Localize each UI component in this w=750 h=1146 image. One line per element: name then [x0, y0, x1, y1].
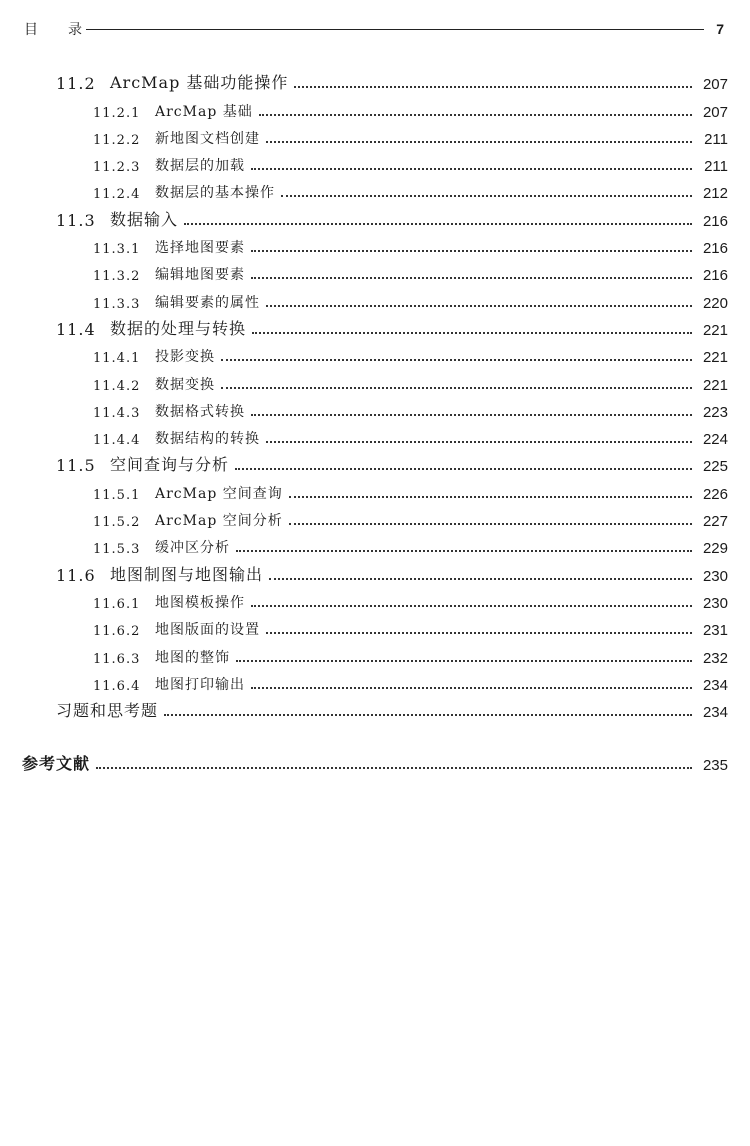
- toc-entry-page: 216: [702, 240, 728, 258]
- toc-entry-page: 221: [702, 376, 728, 394]
- toc-subsection[interactable]: [0, 230, 750, 257]
- toc-entry-number: 11.3.3: [93, 296, 141, 312]
- toc-entry-number: 11.6.3: [93, 651, 141, 667]
- toc-entry-title: 地图模板操作: [155, 594, 245, 611]
- toc-entry-number: 11.3: [56, 210, 96, 230]
- toc-entry-page: 212: [702, 185, 728, 203]
- toc-entry-number: 11.2.2: [93, 132, 141, 148]
- toc-subsection[interactable]: [0, 366, 750, 393]
- toc-entry-title: 数据层的基本操作: [155, 185, 275, 202]
- toc-subsection[interactable]: [0, 612, 750, 639]
- toc-entry-page: 234: [702, 704, 728, 722]
- toc-entry-page: 224: [702, 431, 728, 449]
- running-header: [24, 18, 724, 40]
- toc-subsection[interactable]: [0, 394, 750, 421]
- toc-entry-page: 227: [702, 513, 728, 531]
- toc-entry-title: 编辑地图要素: [155, 267, 245, 284]
- toc-subsection[interactable]: [0, 284, 750, 311]
- toc-entry-number: 11.4.4: [93, 433, 141, 449]
- toc-subsection[interactable]: [0, 175, 750, 202]
- toc-entry-page: 229: [702, 540, 728, 558]
- toc-entry-number: 11.2.4: [93, 187, 141, 203]
- toc-entry-page: 207: [702, 103, 728, 121]
- toc-subsection[interactable]: [0, 530, 750, 557]
- toc-entry-title: ArcMap 空间分析: [155, 513, 283, 530]
- toc-entry-title: 数据结构的转换: [155, 431, 260, 448]
- toc-entry-number: 11.4.2: [93, 378, 141, 394]
- toc-entry-page: 225: [702, 458, 728, 476]
- toc-entry-number: 11.6.4: [93, 678, 141, 694]
- toc-entry-number: 11.4: [56, 319, 96, 339]
- toc-entry-number: 11.5: [56, 456, 96, 476]
- dot-leader: [184, 223, 692, 225]
- toc-entry-page: 223: [702, 403, 728, 421]
- toc-entry-title: 新地图文档创建: [155, 130, 260, 147]
- toc-subsection[interactable]: [0, 121, 750, 148]
- toc-section[interactable]: [0, 312, 750, 339]
- running-title: 目 录: [24, 22, 82, 38]
- toc-subsection[interactable]: [0, 257, 750, 284]
- page-number: 7: [716, 21, 724, 37]
- toc-entry-title: 地图制图与地图输出: [110, 564, 264, 584]
- dot-leader: [96, 767, 692, 769]
- dot-leader: [251, 687, 692, 689]
- toc-entry-page: 216: [702, 212, 728, 230]
- toc-entry-title: 参考文献: [22, 754, 91, 774]
- toc-entry-title: ArcMap 空间查询: [155, 485, 283, 502]
- toc-entry-title: ArcMap 基础功能操作: [110, 73, 289, 93]
- toc-entry-title: 缓冲区分析: [155, 540, 230, 557]
- toc-entry-title: 地图打印输出: [155, 676, 245, 693]
- dot-leader: [236, 550, 692, 552]
- toc-entry-number: 11.3.1: [93, 242, 141, 258]
- dot-leader: [281, 195, 692, 197]
- toc-section[interactable]: [0, 202, 750, 229]
- toc-entry-page: 235: [702, 757, 728, 775]
- dot-leader: [266, 441, 692, 443]
- toc-entry-page: 232: [702, 649, 728, 667]
- table-of-contents: [0, 66, 750, 774]
- toc-entry-page: 211: [704, 130, 728, 148]
- dot-leader: [251, 277, 692, 279]
- toc-entry-page: 231: [702, 622, 728, 640]
- dot-leader: [251, 605, 692, 607]
- dot-leader: [269, 578, 692, 580]
- toc-entry-page: 207: [702, 76, 728, 94]
- toc-entry-title: 地图的整饰: [155, 649, 230, 666]
- toc-subsection[interactable]: [0, 503, 750, 530]
- toc-entry-title: 数据层的加载: [155, 158, 245, 175]
- toc-entry-number: 11.5.1: [93, 487, 141, 503]
- toc-entry-number: 11.6.1: [93, 596, 141, 612]
- toc-entry-number: 11.6: [56, 565, 96, 585]
- toc-exercises[interactable]: [0, 694, 750, 721]
- toc-entry-number: 11.4.1: [93, 351, 141, 367]
- dot-leader: [235, 468, 692, 470]
- dot-leader: [252, 332, 692, 334]
- dot-leader: [164, 714, 692, 716]
- dot-leader: [289, 523, 692, 525]
- toc-section[interactable]: [0, 557, 750, 584]
- toc-entry-title: 投影变换: [155, 349, 215, 366]
- dot-leader: [259, 114, 692, 116]
- toc-entry-page: 230: [702, 567, 728, 585]
- toc-entry-page: 226: [702, 485, 728, 503]
- dot-leader: [221, 359, 692, 361]
- toc-entry-title: ArcMap 基础: [155, 103, 253, 120]
- toc-entry-title: 空间查询与分析: [110, 455, 230, 475]
- toc-entry-page: 221: [702, 349, 728, 367]
- toc-subsection[interactable]: [0, 639, 750, 666]
- toc-entry-number: 11.5.2: [93, 515, 141, 531]
- dot-leader: [289, 496, 692, 498]
- toc-entry-title: 数据变换: [155, 376, 215, 393]
- toc-entry-page: 220: [702, 294, 728, 312]
- toc-entry-number: 11.3.2: [93, 269, 141, 285]
- toc-subsection[interactable]: [0, 475, 750, 502]
- toc-entry-title: 习题和思考题: [56, 701, 159, 721]
- toc-entry-page: 221: [702, 321, 728, 339]
- toc-section[interactable]: [0, 66, 750, 93]
- toc-entry-title: 选择地图要素: [155, 240, 245, 257]
- toc-subsection[interactable]: [0, 148, 750, 175]
- toc-subsection[interactable]: [0, 585, 750, 612]
- dot-leader: [251, 168, 692, 170]
- toc-entry-title: 数据输入: [110, 209, 179, 229]
- dot-leader: [251, 250, 692, 252]
- header-rule: [86, 29, 704, 30]
- toc-entry-number: 11.2.3: [93, 160, 141, 176]
- toc-entry-title: 数据格式转换: [155, 403, 245, 420]
- dot-leader: [266, 305, 692, 307]
- toc-entry-page: 211: [704, 158, 728, 176]
- toc-subsection[interactable]: [0, 93, 750, 120]
- toc-entry-number: 11.2: [56, 74, 96, 94]
- dot-leader: [294, 86, 692, 88]
- toc-entry-title: 编辑要素的属性: [155, 294, 260, 311]
- dot-leader: [266, 141, 692, 143]
- toc-subsection[interactable]: [0, 421, 750, 448]
- toc-subsection[interactable]: [0, 667, 750, 694]
- toc-entry-title: 数据的处理与转换: [110, 318, 247, 338]
- toc-entry-page: 216: [702, 267, 728, 285]
- dot-leader: [251, 414, 692, 416]
- toc-entry-page: 234: [702, 676, 728, 694]
- toc-entry-number: 11.4.3: [93, 405, 141, 421]
- dot-leader: [236, 660, 692, 662]
- dot-leader: [266, 632, 692, 634]
- toc-references[interactable]: [0, 747, 750, 774]
- toc-entry-number: 11.6.2: [93, 624, 141, 640]
- toc-entry-page: 230: [702, 594, 728, 612]
- toc-entry-number: 11.5.3: [93, 542, 141, 558]
- dot-leader: [221, 387, 692, 389]
- toc-section[interactable]: [0, 448, 750, 475]
- toc-entry-number: 11.2.1: [93, 105, 141, 121]
- toc-entry-title: 地图版面的设置: [155, 622, 260, 639]
- toc-subsection[interactable]: [0, 339, 750, 366]
